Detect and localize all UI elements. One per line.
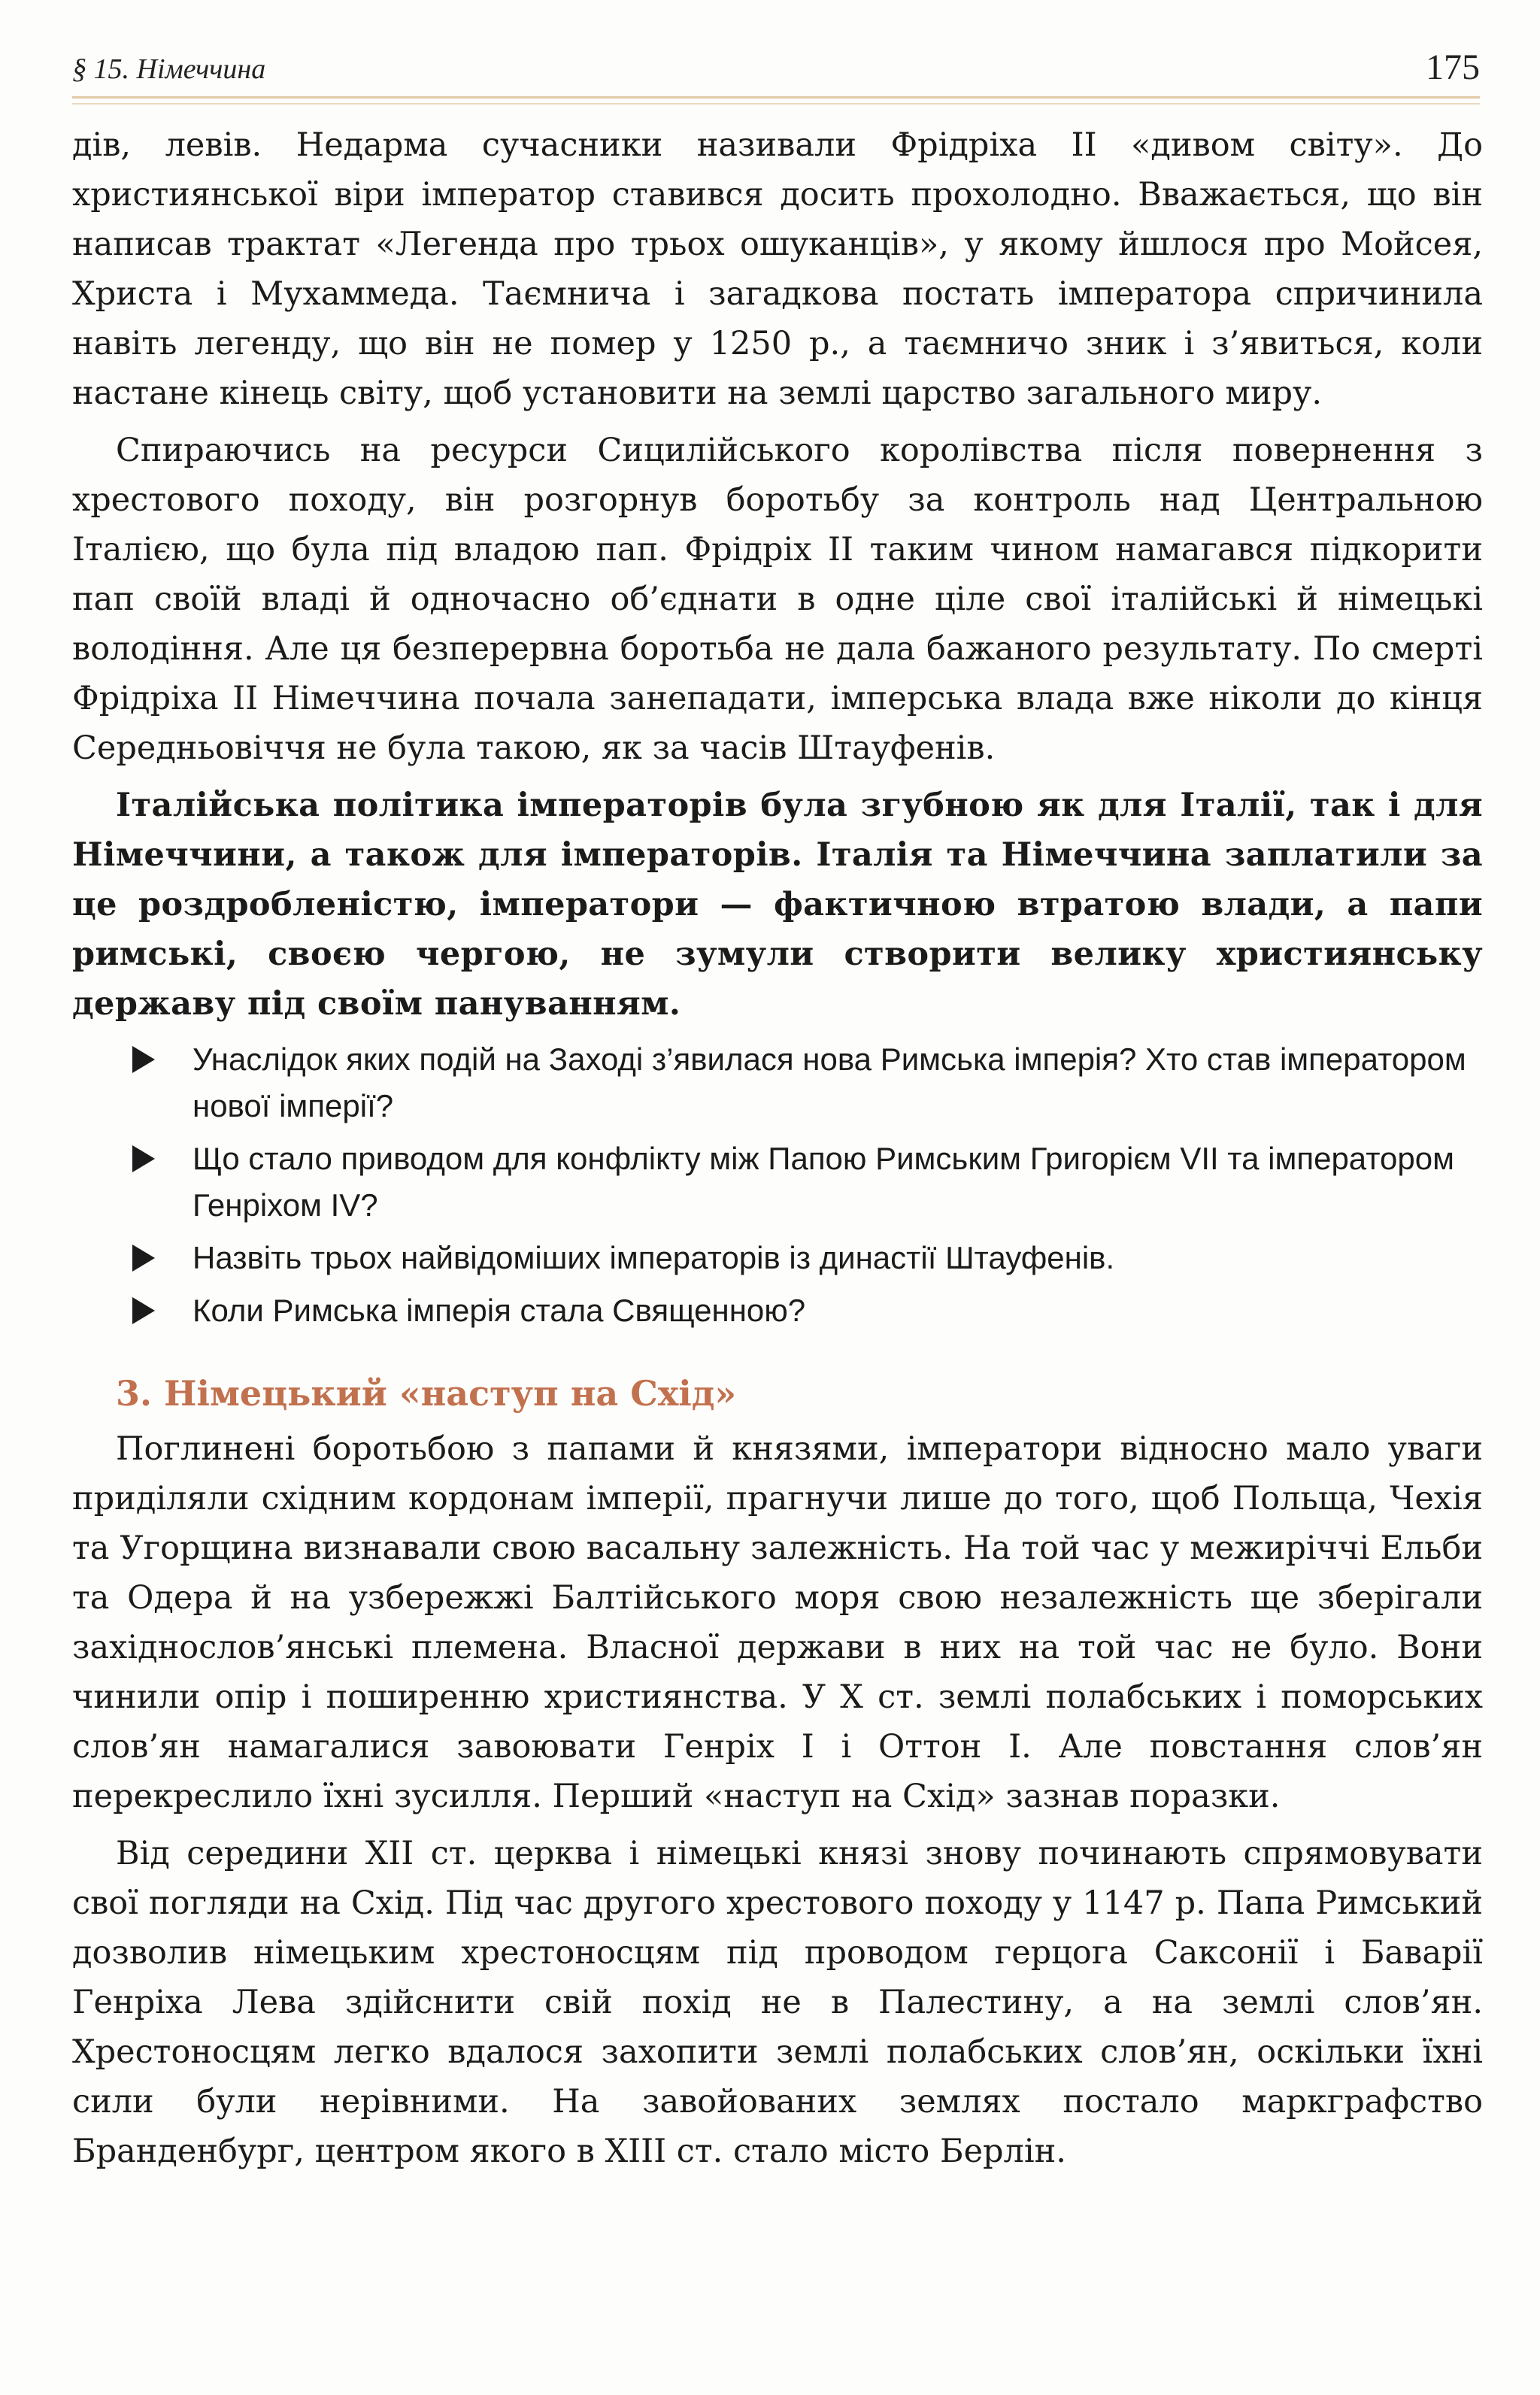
triangle-bullet-icon [132,1297,155,1324]
question-item [72,1287,1483,1334]
section-heading: 3. Німецький «наступ на Схід» [116,1373,737,1414]
triangle-bullet-icon [132,1244,155,1272]
page-body [72,120,1483,2176]
paragraph: Спираючись на ресурси Сицилійського королівства після повернення з хрестового походу, він розгорнув боротьбу за контроль над Центральною Італією, що була під владою пап. Фрідріх II таким чином намагався підкорити пап своїй владі й одночасно об’єднати в одне ціле свої італійські й німецькі володіння. Але ця безперервна боротьба не дала бажаного результату. По смерті Фрідріха II Німеччина почала занепадати, імперська влада вже ніколи до кінця Середньовіччя не була такою, як за часів Штауфенів. [72,432,1483,767]
header-divider [72,96,1480,99]
conclusion-paragraph: Італійська політика імператорів була згубною як для Італії, так і для Німеччини, а також для імператорів. Італія та Німеччина заплатили за це роздробленістю, імператори — фактичною втратою влади, а папи римські, своєю чергою, не зумули створити велику християнську державу під своїм пануванням. [72,787,1483,1023]
triangle-bullet-icon [132,1046,155,1073]
paragraph-continued: дів, левів. Недарма сучасники називали Фрідріха II «дивом світу». До християнської віри імператор ставився досить прохолодно. Вважається, що він написав трактат «Легенда про трьох ошуканців», у якому йшлося про Мойсея, Христа і Мухаммеда. Таємнича і загадкова постать імператора спричинила навіть легенду, що він не помер у 1250 р., а таємничо зник і з’явиться, коли настане кінець світу, щоб установити на землі царство загального миру. [72,126,1483,412]
question-text: Що стало приводом для конфлікту між Папою Римським Григорієм VII та імператором Генріхом IV? [192,1141,1454,1223]
question-text: Назвіть трьох найвідоміших імператорів із династії Штауфенів. [192,1240,1115,1275]
page-header [72,45,1480,98]
question-text: Коли Римська імперія стала Священною? [192,1293,806,1328]
paragraph: Від середини XII ст. церква і німецькі князі знову починають спрямовувати свої погляди на Схід. Під час другого хрестового походу у 1147 р. Папа Римський дозволив німецьким хрестоносцям під проводом герцога Саксонії і Баварії Генріха Лева здійснити свій похід не в Палестину, а на землі слов’ян. Хрестоносцям легко вдалося захопити землі полабських слов’ян, оскільки їхні сили були нерівними. На завойованих землях постало маркграфство Бранденбург, центром якого в XIII ст. стало місто Берлін. [72,1835,1483,2170]
running-header-title: § 15. Німеччина [72,53,266,85]
question-item [72,1036,1483,1129]
triangle-bullet-icon [132,1145,155,1172]
paragraph: Поглинені боротьбою з папами й князями, імператори відносно мало уваги приділяли східним кордонам імперії, прагнучи лише до того, щоб Польща, Чехія та Угорщина визнавали свою васальну залежність. На той час у межиріччі Ельби та Одера й на узбережжі Балтійського моря свою незалежність ще зберігали західнослов’янські племена. Власної держави в них на той час не було. Вони чинили опір і поширенню християнства. У Х ст. землі полабських і поморських слов’ян намагалися завоювати Генріх І і Оттон І. Але повстання слов’ян перекреслило їхні зусилля. Перший «наступ на Схід» зазнав поразки. [72,1430,1483,1815]
review-questions-list [72,1036,1483,1334]
question-item [72,1235,1483,1281]
header-divider-thin [72,103,1480,105]
question-item [72,1135,1483,1229]
page-number: 175 [1426,47,1480,87]
question-text: Унаслідок яких подій на Заході з’явилася нова Римська імперія? Хто став імператором нової імперії? [192,1041,1466,1123]
